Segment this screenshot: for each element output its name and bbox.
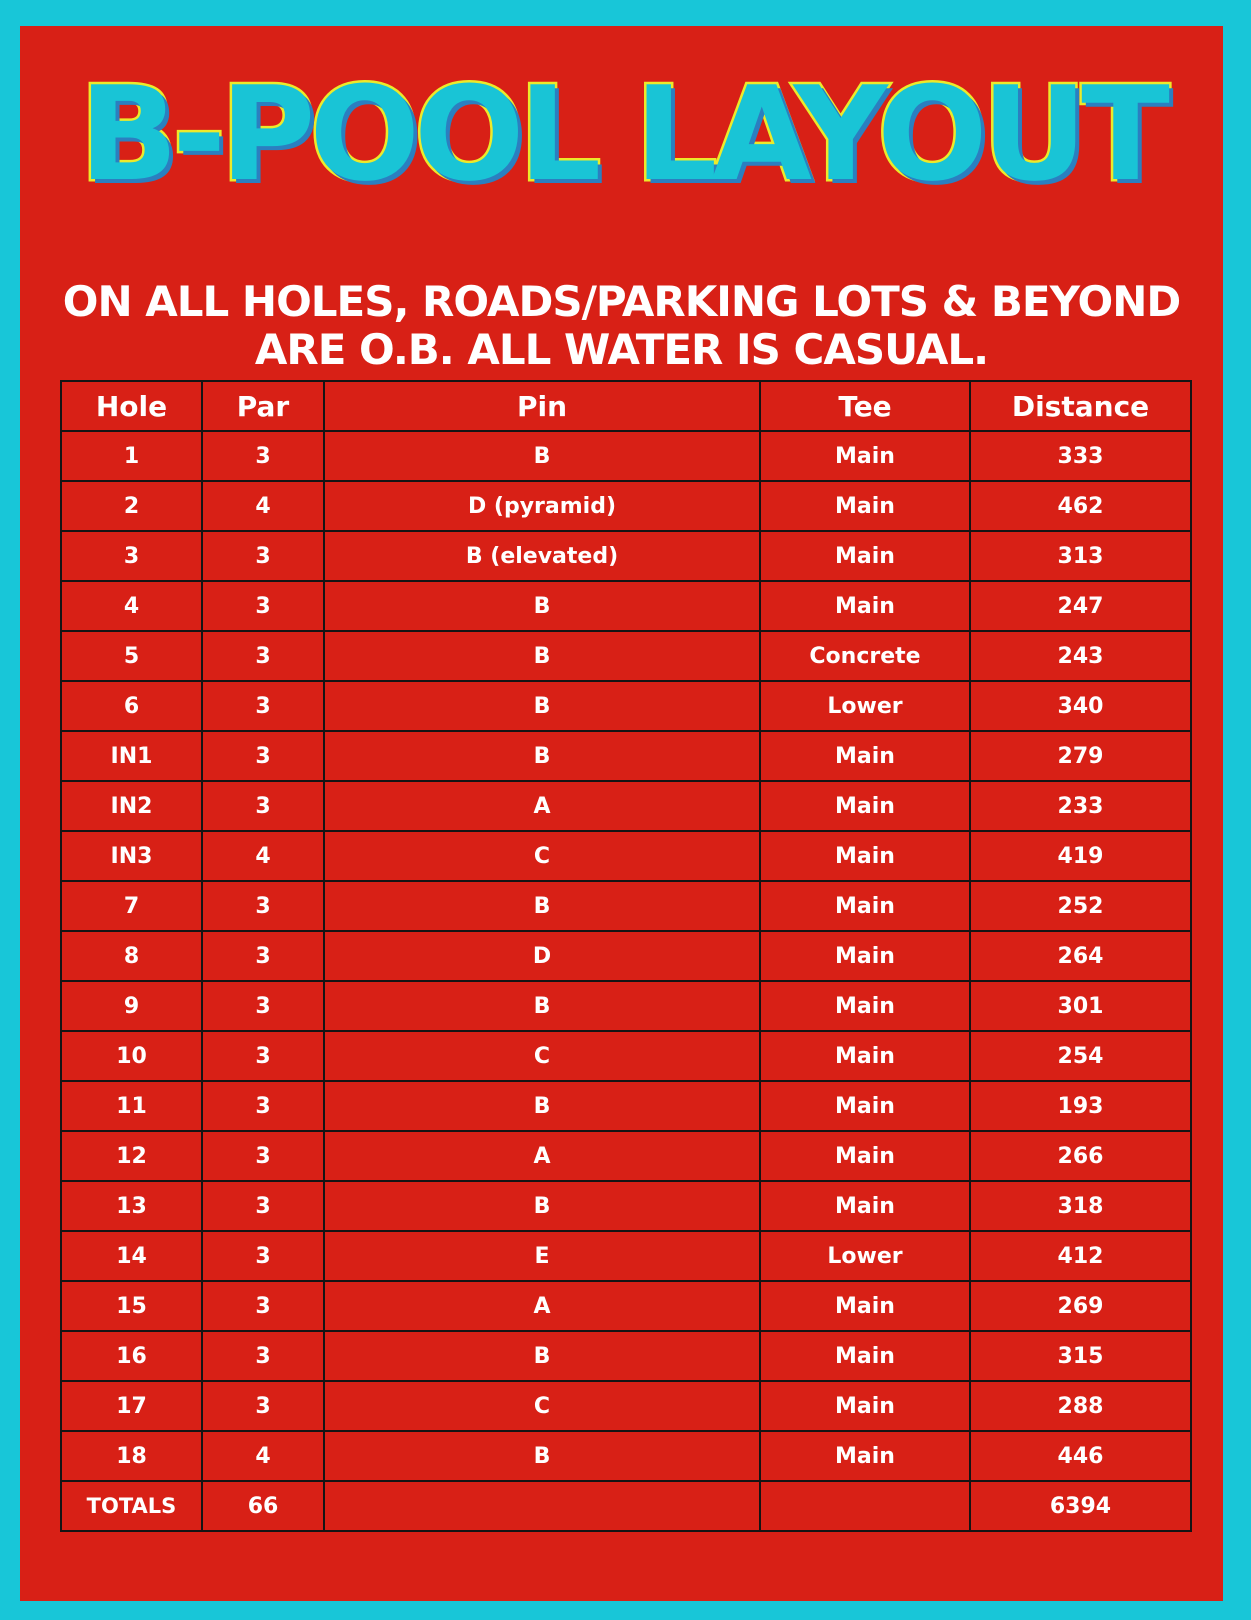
cell-distance: 446 [970, 1431, 1191, 1481]
cell-tee: Main [760, 581, 970, 631]
table-row [61, 1081, 1191, 1131]
cell-distance: 412 [970, 1231, 1191, 1281]
rules-notice [20, 278, 1223, 374]
table-row [61, 1231, 1191, 1281]
cell-tee: Main [760, 1031, 970, 1081]
table-row [61, 881, 1191, 931]
totals-row [61, 1481, 1191, 1531]
cell-distance: 243 [970, 631, 1191, 681]
table-row [61, 581, 1191, 631]
cell-par: 4 [202, 831, 324, 881]
table-row [61, 981, 1191, 1031]
cell-hole: 14 [61, 1231, 202, 1281]
cell-distance: 193 [970, 1081, 1191, 1131]
cell-pin: B [324, 1181, 760, 1231]
cell-par: 3 [202, 431, 324, 481]
cell-pin: B [324, 731, 760, 781]
table-row [61, 431, 1191, 481]
cell-par: 3 [202, 631, 324, 681]
cell-distance: 318 [970, 1181, 1191, 1231]
cell-distance: 233 [970, 781, 1191, 831]
table-row [61, 731, 1191, 781]
cell-hole: 3 [61, 531, 202, 581]
cell-hole: IN1 [61, 731, 202, 781]
cell-tee: Main [760, 831, 970, 881]
cell-distance: 419 [970, 831, 1191, 881]
cell-hole: IN3 [61, 831, 202, 881]
cell-distance: 288 [970, 1381, 1191, 1431]
cell-tee: Main [760, 781, 970, 831]
table-row [61, 1281, 1191, 1331]
cell-hole: 11 [61, 1081, 202, 1131]
cell-par: 3 [202, 531, 324, 581]
cell-hole: 18 [61, 1431, 202, 1481]
cell-distance: 252 [970, 881, 1191, 931]
cell-pin: B [324, 1081, 760, 1131]
cell-pin: B [324, 681, 760, 731]
cell-hole: 17 [61, 1381, 202, 1431]
cell-pin: A [324, 781, 760, 831]
cell-pin: B [324, 1331, 760, 1381]
poster [20, 26, 1223, 1601]
table-row [61, 681, 1191, 731]
cell-hole: 13 [61, 1181, 202, 1231]
totals-label: TOTALS [61, 1481, 202, 1531]
cell-pin: C [324, 1381, 760, 1431]
cell-distance: 247 [970, 581, 1191, 631]
cell-pin: C [324, 831, 760, 881]
cell-par: 3 [202, 1081, 324, 1131]
cell-hole: 8 [61, 931, 202, 981]
cell-hole: 12 [61, 1131, 202, 1181]
cell-distance: 269 [970, 1281, 1191, 1331]
cell-tee: Main [760, 731, 970, 781]
page-title: B-POOL LAYOUT [79, 58, 1164, 210]
cell-pin: B [324, 431, 760, 481]
column-header-hole: Hole [61, 381, 202, 431]
cell-tee: Main [760, 881, 970, 931]
cell-pin: B [324, 631, 760, 681]
table-row [61, 781, 1191, 831]
table-row [61, 831, 1191, 881]
cell-hole: 7 [61, 881, 202, 931]
cell-tee: Lower [760, 681, 970, 731]
cell-pin: E [324, 1231, 760, 1281]
totals-pin [324, 1481, 760, 1531]
totals-tee [760, 1481, 970, 1531]
table-row [61, 1381, 1191, 1431]
totals-par: 66 [202, 1481, 324, 1531]
cell-distance: 462 [970, 481, 1191, 531]
column-header-distance: Distance [970, 381, 1191, 431]
cell-tee: Main [760, 1431, 970, 1481]
totals-distance: 6394 [970, 1481, 1191, 1531]
table-header-row [61, 381, 1191, 431]
cell-par: 3 [202, 1331, 324, 1381]
cell-hole: 10 [61, 1031, 202, 1081]
table-row [61, 531, 1191, 581]
cell-distance: 340 [970, 681, 1191, 731]
cell-tee: Main [760, 1381, 970, 1431]
cell-pin: D (pyramid) [324, 481, 760, 531]
cell-distance: 266 [970, 1131, 1191, 1181]
cell-pin: B [324, 881, 760, 931]
cell-hole: 5 [61, 631, 202, 681]
table-row [61, 631, 1191, 681]
cell-hole: 9 [61, 981, 202, 1031]
table-row [61, 1031, 1191, 1081]
table-row [61, 931, 1191, 981]
cell-par: 3 [202, 581, 324, 631]
cell-par: 3 [202, 1281, 324, 1331]
course-layout-table [60, 380, 1192, 1532]
cell-par: 3 [202, 781, 324, 831]
column-header-par: Par [202, 381, 324, 431]
cell-par: 3 [202, 731, 324, 781]
cell-tee: Main [760, 981, 970, 1031]
cell-tee: Concrete [760, 631, 970, 681]
cell-pin: A [324, 1131, 760, 1181]
cell-distance: 313 [970, 531, 1191, 581]
table-row [61, 1431, 1191, 1481]
column-header-tee: Tee [760, 381, 970, 431]
table-body [61, 431, 1191, 1481]
column-header-pin: Pin [324, 381, 760, 431]
table-row [61, 1331, 1191, 1381]
cell-par: 3 [202, 681, 324, 731]
table-row [61, 481, 1191, 531]
cell-par: 3 [202, 981, 324, 1031]
cell-hole: 4 [61, 581, 202, 631]
cell-tee: Main [760, 1131, 970, 1181]
cell-distance: 301 [970, 981, 1191, 1031]
cell-pin: B [324, 981, 760, 1031]
cell-distance: 333 [970, 431, 1191, 481]
cell-hole: 15 [61, 1281, 202, 1331]
cell-par: 3 [202, 1131, 324, 1181]
rules-line-1: ON ALL HOLES, ROADS/PARKING LOTS & BEYOND [62, 277, 1181, 326]
cell-distance: 279 [970, 731, 1191, 781]
table-row [61, 1131, 1191, 1181]
cell-tee: Main [760, 1281, 970, 1331]
cell-par: 3 [202, 1231, 324, 1281]
cell-par: 3 [202, 1381, 324, 1431]
cell-tee: Main [760, 481, 970, 531]
cell-hole: 2 [61, 481, 202, 531]
cell-par: 3 [202, 881, 324, 931]
cell-par: 3 [202, 1031, 324, 1081]
cell-distance: 264 [970, 931, 1191, 981]
cell-par: 3 [202, 1181, 324, 1231]
cell-tee: Main [760, 1181, 970, 1231]
table-row [61, 1181, 1191, 1231]
cell-hole: IN2 [61, 781, 202, 831]
cell-pin: B [324, 581, 760, 631]
cell-pin: B (elevated) [324, 531, 760, 581]
cell-distance: 315 [970, 1331, 1191, 1381]
cell-hole: 6 [61, 681, 202, 731]
cell-tee: Main [760, 431, 970, 481]
cell-tee: Lower [760, 1231, 970, 1281]
cell-pin: C [324, 1031, 760, 1081]
cell-pin: D [324, 931, 760, 981]
cell-pin: A [324, 1281, 760, 1331]
cell-distance: 254 [970, 1031, 1191, 1081]
cell-tee: Main [760, 531, 970, 581]
cell-tee: Main [760, 1331, 970, 1381]
cell-tee: Main [760, 1081, 970, 1131]
cell-par: 4 [202, 1431, 324, 1481]
cell-tee: Main [760, 931, 970, 981]
cell-par: 4 [202, 481, 324, 531]
cell-par: 3 [202, 931, 324, 981]
cell-pin: B [324, 1431, 760, 1481]
cell-hole: 16 [61, 1331, 202, 1381]
rules-line-2: ARE O.B. ALL WATER IS CASUAL. [254, 325, 989, 374]
cell-hole: 1 [61, 431, 202, 481]
